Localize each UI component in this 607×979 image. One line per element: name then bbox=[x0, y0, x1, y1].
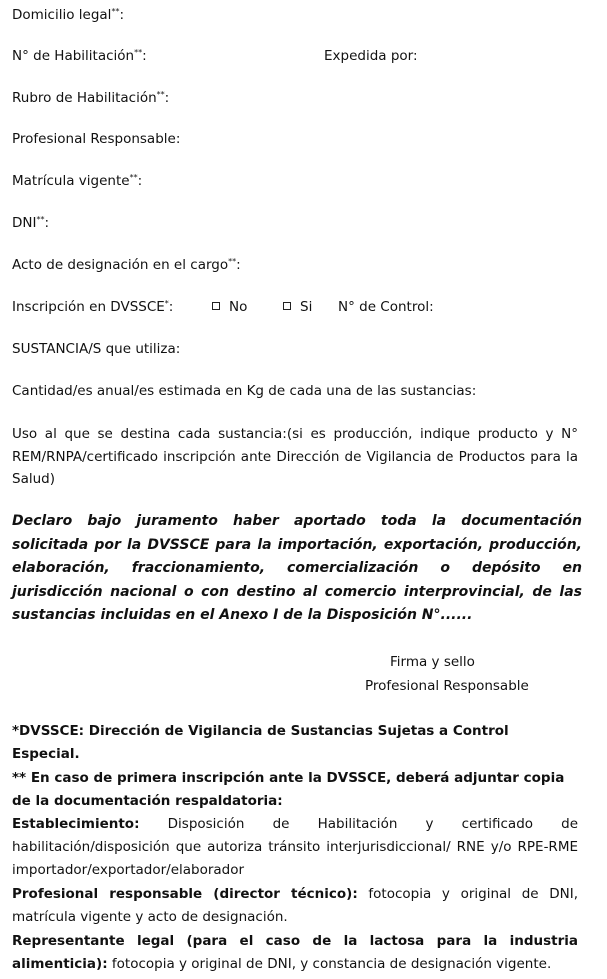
field-sustancias: SUSTANCIA/S que utiliza: bbox=[12, 341, 181, 357]
option-si-label: Si bbox=[300, 299, 313, 315]
signature-line1: Firma y sello bbox=[390, 654, 475, 670]
colon: : bbox=[164, 90, 170, 106]
field-profesional: Profesional Responsable: bbox=[12, 131, 181, 147]
field-label: Acto de designación en el cargo bbox=[12, 257, 229, 273]
field-label: Inscripción en DVSSCE bbox=[12, 299, 165, 315]
field-inscripcion bbox=[12, 299, 173, 315]
footnote-mark: ** bbox=[129, 173, 138, 182]
word: y bbox=[425, 816, 434, 832]
field-label: Rubro de Habilitación bbox=[12, 90, 157, 106]
colon: : bbox=[119, 7, 124, 23]
footnote-mark: ** bbox=[228, 257, 237, 266]
profesional-text: fotocopia y original de DNI, matrícula vigente y acto de designación. bbox=[12, 886, 579, 925]
field-control: N° de Control: bbox=[338, 299, 434, 315]
colon: : bbox=[137, 173, 143, 189]
note-profesional bbox=[12, 883, 578, 928]
option-no[interactable] bbox=[212, 299, 247, 315]
word: Habilitación bbox=[317, 816, 398, 832]
field-cantidad: Cantidad/es anual/es estimada en Kg de cada una de las sustancias: bbox=[12, 383, 477, 399]
sworn-declaration: Declaro bajo juramento haber aportado toda la documentación solicitada por la DVSSCE para la importación, exportación, producción, elaboración, fraccionamiento, comercialización o depósito en jurisdicción nacional o con destino al comercio interprovincial, de las sustancias incluidas en el Anexo I de la Disposición N°...... bbox=[12, 513, 582, 623]
field-matricula bbox=[12, 173, 142, 189]
field-dni bbox=[12, 215, 49, 231]
footnote-mark: ** bbox=[134, 48, 143, 57]
checkbox-si[interactable] bbox=[283, 302, 291, 310]
word: Disposición bbox=[167, 816, 245, 832]
representante-label: Representante legal (para el caso de la lactosa para la industria alimenticia): bbox=[12, 933, 578, 972]
field-domicilio bbox=[12, 7, 124, 23]
field-label: Domicilio legal bbox=[12, 7, 112, 23]
note-primera: ** En caso de primera inscripción ante la DVSSCE, deberá adjuntar copia de la documentación respaldatoria: bbox=[12, 770, 565, 809]
note-representante bbox=[12, 930, 578, 975]
field-label: Matrícula vigente bbox=[12, 173, 130, 189]
establecimiento-label: Establecimiento: bbox=[12, 816, 140, 832]
field-label: N° de Habilitación bbox=[12, 48, 135, 64]
colon: : bbox=[168, 299, 174, 315]
field-acto bbox=[12, 257, 241, 273]
option-no-label: No bbox=[229, 299, 248, 315]
footnote-mark: * bbox=[164, 299, 169, 308]
colon: : bbox=[236, 257, 241, 273]
word: de bbox=[272, 816, 290, 832]
profesional-label: Profesional responsable (director técnico): bbox=[12, 886, 358, 902]
colon: : bbox=[142, 48, 147, 64]
note-dvssce: *DVSSCE: Dirección de Vigilancia de Sustancias Sujetas a Control Especial. bbox=[12, 723, 509, 762]
field-label: DNI bbox=[12, 215, 37, 231]
field-uso: Uso al que se destina cada sustancia:(si es producción, indique producto y N° REM/RNPA/certificado inscripción ante Dirección de Vigilancia de Productos para la Salud) bbox=[12, 426, 578, 487]
note-establecimiento-rest: habilitación/disposición que autoriza tránsito interjurisdiccional/ RNE y/o RPE-RME importador/exportador/elaborador bbox=[12, 839, 578, 878]
signature-line2: Profesional Responsable bbox=[365, 678, 529, 694]
checkbox-no[interactable] bbox=[212, 302, 220, 310]
footnote-mark: ** bbox=[36, 215, 45, 224]
footnote-mark: ** bbox=[156, 90, 165, 99]
word: certificado bbox=[461, 816, 534, 832]
field-habilitacion bbox=[12, 48, 147, 64]
colon: : bbox=[44, 215, 50, 231]
word: de bbox=[561, 816, 579, 832]
field-rubro bbox=[12, 90, 169, 106]
representante-text: fotocopia y original de DNI, y constancia de designación vigente. bbox=[107, 955, 552, 972]
field-expedida: Expedida por: bbox=[324, 48, 418, 64]
footnote-mark: ** bbox=[111, 7, 120, 16]
note-establecimiento-line1 bbox=[12, 813, 578, 836]
option-si[interactable] bbox=[283, 299, 312, 315]
